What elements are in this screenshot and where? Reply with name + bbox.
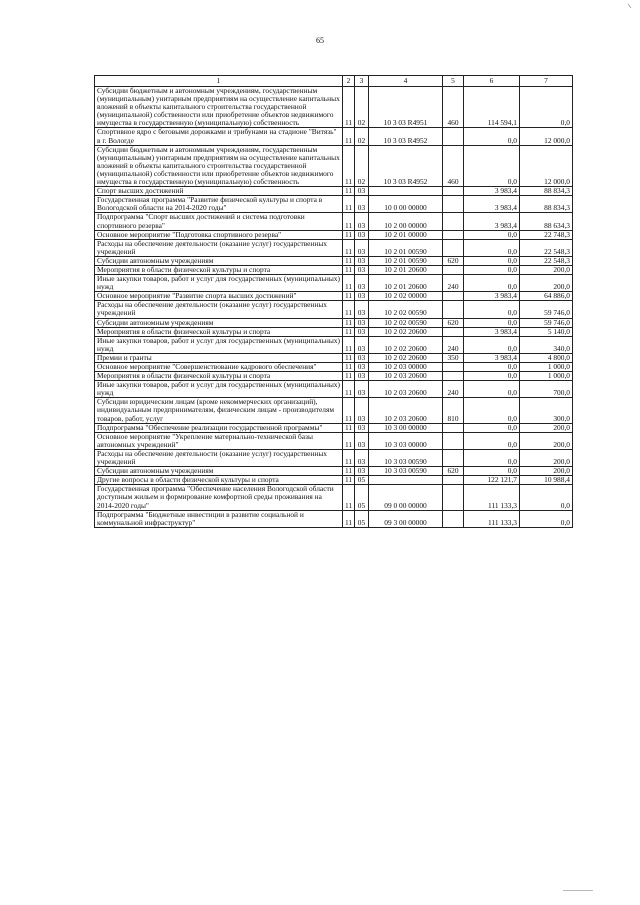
row-subsection: 03 (355, 292, 369, 301)
row-description: Спортивное ядро с беговыми дорожками и трибунами на стадионе "Витязь" в г. Вологде (95, 128, 343, 145)
row-expense-type (443, 292, 464, 301)
table-row (95, 87, 573, 128)
row-amount-col6: 0,0 (464, 318, 520, 327)
row-target-code: 09 0 00 00000 (369, 485, 443, 510)
row-description: Субсидии автономным учреждениям (95, 318, 343, 327)
row-target-code: 10 3 03 00000 (369, 432, 443, 449)
row-target-code: 10 2 03 00000 (369, 363, 443, 372)
row-description: Расходы на обеспечение деятельности (оказание услуг) государственных учреждений (95, 449, 343, 466)
row-description: Подпрограмма "Бюджетные инвестиции в развитие социальной и коммунальной инфраструктур" (95, 510, 343, 527)
row-amount-col7: 200,0 (520, 432, 573, 449)
row-amount-col6: 0,0 (464, 381, 520, 398)
row-target-code: 10 3 03 00590 (369, 467, 443, 476)
row-section: 11 (343, 265, 355, 274)
row-amount-col6: 0,0 (464, 432, 520, 449)
table-row (95, 432, 573, 449)
row-amount-col6: 0,0 (464, 265, 520, 274)
row-expense-type (443, 432, 464, 449)
row-section: 11 (343, 239, 355, 256)
header-cell: 1 (95, 76, 343, 87)
row-expense-type (443, 265, 464, 274)
row-amount-col7: 22 548,3 (520, 256, 573, 265)
row-description: Субсидии автономным учреждениям (95, 256, 343, 265)
row-target-code: 09 3 00 00000 (369, 510, 443, 527)
row-expense-type (443, 230, 464, 239)
row-description: Мероприятия в области физической культуры и спорта (95, 372, 343, 381)
row-amount-col7: 700,0 (520, 381, 573, 398)
table-row (95, 318, 573, 327)
row-amount-col7: 88 634,3 (520, 213, 573, 230)
row-subsection: 05 (355, 485, 369, 510)
row-section: 11 (343, 510, 355, 527)
row-target-code: 10 2 02 20600 (369, 336, 443, 353)
row-description: Субсидии автономным учреждениям (95, 467, 343, 476)
row-amount-col7: 340,0 (520, 336, 573, 353)
row-description: Премии и гранты (95, 353, 343, 362)
row-expense-type (443, 363, 464, 372)
row-subsection: 05 (355, 476, 369, 485)
row-section: 11 (343, 476, 355, 485)
header-cell: 3 (355, 76, 369, 87)
row-section: 11 (343, 398, 355, 423)
row-expense-type: 620 (443, 467, 464, 476)
row-section: 11 (343, 128, 355, 145)
row-amount-col6: 122 121,7 (464, 476, 520, 485)
row-amount-col6: 3 983,4 (464, 187, 520, 196)
row-amount-col6: 3 983,4 (464, 292, 520, 301)
row-amount-col7: 0,0 (520, 510, 573, 527)
row-expense-type: 460 (443, 145, 464, 186)
table-row (95, 292, 573, 301)
row-amount-col6: 0,0 (464, 363, 520, 372)
row-target-code: 10 2 00 00000 (369, 213, 443, 230)
row-subsection: 02 (355, 145, 369, 186)
row-subsection: 03 (355, 449, 369, 466)
row-subsection: 03 (355, 372, 369, 381)
row-description: Государственная программа "Обеспечение населения Вологодской области доступным жильем и формирование комфортной среды проживания на 2014-2020 годы" (95, 485, 343, 510)
table-row (95, 327, 573, 336)
row-expense-type (443, 423, 464, 432)
row-description: Подпрограмма "Спорт высших достижений и система подготовки спортивного резерва" (95, 213, 343, 230)
row-expense-type: 620 (443, 318, 464, 327)
row-target-code: 10 3 03 00590 (369, 449, 443, 466)
row-description: Субсидии бюджетным и автономным учреждениям, государственным (муниципальным) унитарным предприятиям на осуществление капитальных вложений в объекты капитального строительства государственной (муниципальной) собственности или приобретение объектов недвижимого имущества в государственную (муниципальную) собственность (95, 87, 343, 128)
row-amount-col7: 88 834,3 (520, 196, 573, 213)
row-amount-col6: 0,0 (464, 256, 520, 265)
row-target-code: 10 2 03 20600 (369, 398, 443, 423)
row-target-code: 10 2 01 20600 (369, 275, 443, 292)
row-target-code: 10 2 03 20600 (369, 381, 443, 398)
table-row (95, 230, 573, 239)
row-amount-col6: 111 133,3 (464, 510, 520, 527)
row-amount-col6: 3 983,4 (464, 196, 520, 213)
row-subsection: 03 (355, 239, 369, 256)
row-amount-col7: 200,0 (520, 467, 573, 476)
table-row (95, 301, 573, 318)
header-cell: 2 (343, 76, 355, 87)
row-amount-col7: 12 000,0 (520, 128, 573, 145)
row-amount-col7: 22 548,3 (520, 239, 573, 256)
row-description: Основное мероприятие "Совершенствование кадрового обеспечения" (95, 363, 343, 372)
row-amount-col7: 88 834,3 (520, 187, 573, 196)
row-amount-col7: 1 000,0 (520, 372, 573, 381)
row-section: 11 (343, 301, 355, 318)
row-expense-type: 620 (443, 256, 464, 265)
row-expense-type (443, 301, 464, 318)
row-expense-type (443, 510, 464, 527)
table-row (95, 265, 573, 274)
table-row (95, 213, 573, 230)
row-target-code: 10 3 03 R4952 (369, 128, 443, 145)
row-section: 11 (343, 467, 355, 476)
row-amount-col6: 0,0 (464, 336, 520, 353)
row-amount-col6: 0,0 (464, 275, 520, 292)
row-target-code: 10 3 00 00000 (369, 423, 443, 432)
row-subsection: 03 (355, 432, 369, 449)
row-description: Субсидии юридическим лицам (кроме некоммерческих организаций), индивидуальным предпринимателям, физическим лицам - производителям товаров, работ, услуг (95, 398, 343, 423)
scan-artifact-line (563, 890, 593, 891)
table-row (95, 363, 573, 372)
table-row (95, 196, 573, 213)
row-expense-type (443, 196, 464, 213)
row-target-code: 10 0 00 00000 (369, 196, 443, 213)
row-subsection: 02 (355, 128, 369, 145)
table-row (95, 485, 573, 510)
row-section: 11 (343, 318, 355, 327)
row-description: Основное мероприятие "Укрепление материально-технической базы автономных учреждений" (95, 432, 343, 449)
row-section: 11 (343, 381, 355, 398)
row-expense-type: 810 (443, 398, 464, 423)
row-section: 11 (343, 213, 355, 230)
row-amount-col6: 0,0 (464, 301, 520, 318)
row-amount-col7: 59 746,0 (520, 318, 573, 327)
row-section: 11 (343, 187, 355, 196)
row-section: 11 (343, 87, 355, 128)
row-target-code (369, 476, 443, 485)
row-target-code: 10 2 01 00590 (369, 239, 443, 256)
table-row (95, 353, 573, 362)
row-description: Другие вопросы в области физической культуры и спорта (95, 476, 343, 485)
row-description: Основное мероприятие "Развитие спорта высших достижений" (95, 292, 343, 301)
row-target-code: 10 2 02 00590 (369, 318, 443, 327)
row-section: 11 (343, 230, 355, 239)
row-amount-col6: 0,0 (464, 423, 520, 432)
row-amount-col7: 200,0 (520, 423, 573, 432)
row-amount-col7: 10 988,4 (520, 476, 573, 485)
row-section: 11 (343, 336, 355, 353)
row-description: Государственная программа "Развитие физической культуры и спорта в Вологодской области на 2014-2020 годы" (95, 196, 343, 213)
row-target-code: 10 2 02 00000 (369, 292, 443, 301)
row-subsection: 03 (355, 213, 369, 230)
row-expense-type (443, 187, 464, 196)
row-target-code: 10 2 03 20600 (369, 372, 443, 381)
row-subsection: 03 (355, 230, 369, 239)
row-description: Основное мероприятие "Подготовка спортивного резерва" (95, 230, 343, 239)
row-description: Иные закупки товаров, работ и услуг для государственных (муниципальных) нужд (95, 336, 343, 353)
row-section: 11 (343, 145, 355, 186)
table-header-row (95, 76, 573, 87)
row-amount-col7: 5 140,0 (520, 327, 573, 336)
table-row (95, 256, 573, 265)
row-section: 11 (343, 485, 355, 510)
row-description: Мероприятия в области физической культуры и спорта (95, 327, 343, 336)
table-row (95, 239, 573, 256)
table-row (95, 275, 573, 292)
row-expense-type: 350 (443, 353, 464, 362)
row-subsection: 03 (355, 423, 369, 432)
header-cell: 5 (443, 76, 464, 87)
row-expense-type (443, 128, 464, 145)
row-subsection: 03 (355, 336, 369, 353)
row-expense-type: 240 (443, 336, 464, 353)
row-amount-col7: 4 800,0 (520, 353, 573, 362)
row-amount-col6: 114 594,1 (464, 87, 520, 128)
row-amount-col6: 0,0 (464, 128, 520, 145)
table-row (95, 476, 573, 485)
row-subsection: 03 (355, 187, 369, 196)
table-row (95, 372, 573, 381)
row-description: Спорт высших достижений (95, 187, 343, 196)
row-amount-col7: 0,0 (520, 485, 573, 510)
table-row (95, 467, 573, 476)
row-subsection: 03 (355, 275, 369, 292)
table-row (95, 145, 573, 186)
row-target-code: 10 3 03 R4952 (369, 145, 443, 186)
row-target-code: 10 2 02 00590 (369, 301, 443, 318)
row-section: 11 (343, 363, 355, 372)
row-description: Подпрограмма "Обеспечение реализации государственной программы" (95, 423, 343, 432)
row-amount-col7: 22 748,3 (520, 230, 573, 239)
row-expense-type (443, 372, 464, 381)
row-expense-type (443, 213, 464, 230)
row-amount-col7: 200,0 (520, 265, 573, 274)
row-amount-col6: 0,0 (464, 449, 520, 466)
row-target-code (369, 187, 443, 196)
row-amount-col6: 111 133,3 (464, 485, 520, 510)
row-description: Расходы на обеспечение деятельности (оказание услуг) государственных учреждений (95, 301, 343, 318)
row-amount-col6: 0,0 (464, 145, 520, 186)
table-row (95, 449, 573, 466)
row-subsection: 03 (355, 301, 369, 318)
row-description: Субсидии бюджетным и автономным учреждениям, государственным (муниципальным) унитарным предприятиям на осуществление капитальных вложений в объекты капитального строительства государственной (муниципальной) собственности или приобретение объектов недвижимого имущества в государственную (муниципальную) собственность (95, 145, 343, 186)
header-cell: 4 (369, 76, 443, 87)
row-target-code: 10 2 02 20600 (369, 353, 443, 362)
row-subsection: 03 (355, 327, 369, 336)
row-section: 11 (343, 423, 355, 432)
row-section: 11 (343, 327, 355, 336)
row-expense-type: 240 (443, 381, 464, 398)
row-section: 11 (343, 292, 355, 301)
row-description: Иные закупки товаров, работ и услуг для государственных (муниципальных) нужд (95, 275, 343, 292)
row-subsection: 02 (355, 87, 369, 128)
row-subsection: 03 (355, 196, 369, 213)
row-amount-col7: 200,0 (520, 449, 573, 466)
row-target-code: 10 2 01 20600 (369, 265, 443, 274)
table-row (95, 187, 573, 196)
table-row (95, 336, 573, 353)
table-row (95, 128, 573, 145)
row-subsection: 03 (355, 398, 369, 423)
row-subsection: 03 (355, 265, 369, 274)
header-cell: 6 (464, 76, 520, 87)
budget-table (94, 75, 573, 528)
row-section: 11 (343, 432, 355, 449)
row-amount-col6: 0,0 (464, 239, 520, 256)
row-amount-col6: 0,0 (464, 372, 520, 381)
row-amount-col7: 12 000,0 (520, 145, 573, 186)
row-amount-col7: 200,0 (520, 275, 573, 292)
row-amount-col7: 59 746,0 (520, 301, 573, 318)
row-expense-type: 460 (443, 87, 464, 128)
row-section: 11 (343, 353, 355, 362)
page-number: 65 (316, 36, 324, 45)
row-section: 11 (343, 275, 355, 292)
row-amount-col7: 64 886,0 (520, 292, 573, 301)
row-description: Иные закупки товаров, работ и услуг для государственных (муниципальных) нужд (95, 381, 343, 398)
row-amount-col6: 3 983,4 (464, 327, 520, 336)
table-row (95, 510, 573, 527)
row-section: 11 (343, 372, 355, 381)
row-section: 11 (343, 196, 355, 213)
row-expense-type: 240 (443, 275, 464, 292)
row-subsection: 03 (355, 467, 369, 476)
row-section: 11 (343, 449, 355, 466)
corner-mark (628, 4, 632, 8)
row-amount-col6: 0,0 (464, 398, 520, 423)
row-description: Расходы на обеспечение деятельности (оказание услуг) государственных учреждений (95, 239, 343, 256)
row-subsection: 03 (355, 256, 369, 265)
row-subsection: 03 (355, 363, 369, 372)
row-amount-col6: 0,0 (464, 467, 520, 476)
row-subsection: 05 (355, 510, 369, 527)
row-subsection: 03 (355, 318, 369, 327)
row-amount-col7: 0,0 (520, 87, 573, 128)
table-row (95, 423, 573, 432)
row-expense-type (443, 485, 464, 510)
row-subsection: 03 (355, 353, 369, 362)
row-expense-type (443, 327, 464, 336)
row-subsection: 03 (355, 381, 369, 398)
row-target-code: 10 3 03 R4951 (369, 87, 443, 128)
row-expense-type (443, 476, 464, 485)
row-amount-col7: 1 000,0 (520, 363, 573, 372)
row-section: 11 (343, 256, 355, 265)
table-row (95, 381, 573, 398)
header-cell: 7 (520, 76, 573, 87)
row-expense-type (443, 239, 464, 256)
row-amount-col6: 0,0 (464, 230, 520, 239)
row-target-code: 10 2 01 00000 (369, 230, 443, 239)
row-description: Мероприятия в области физической культуры и спорта (95, 265, 343, 274)
row-amount-col6: 3 983,4 (464, 213, 520, 230)
row-amount-col7: 300,0 (520, 398, 573, 423)
row-target-code: 10 2 02 20600 (369, 327, 443, 336)
row-expense-type (443, 449, 464, 466)
row-amount-col6: 3 983,4 (464, 353, 520, 362)
table-row (95, 398, 573, 423)
row-target-code: 10 2 01 00590 (369, 256, 443, 265)
